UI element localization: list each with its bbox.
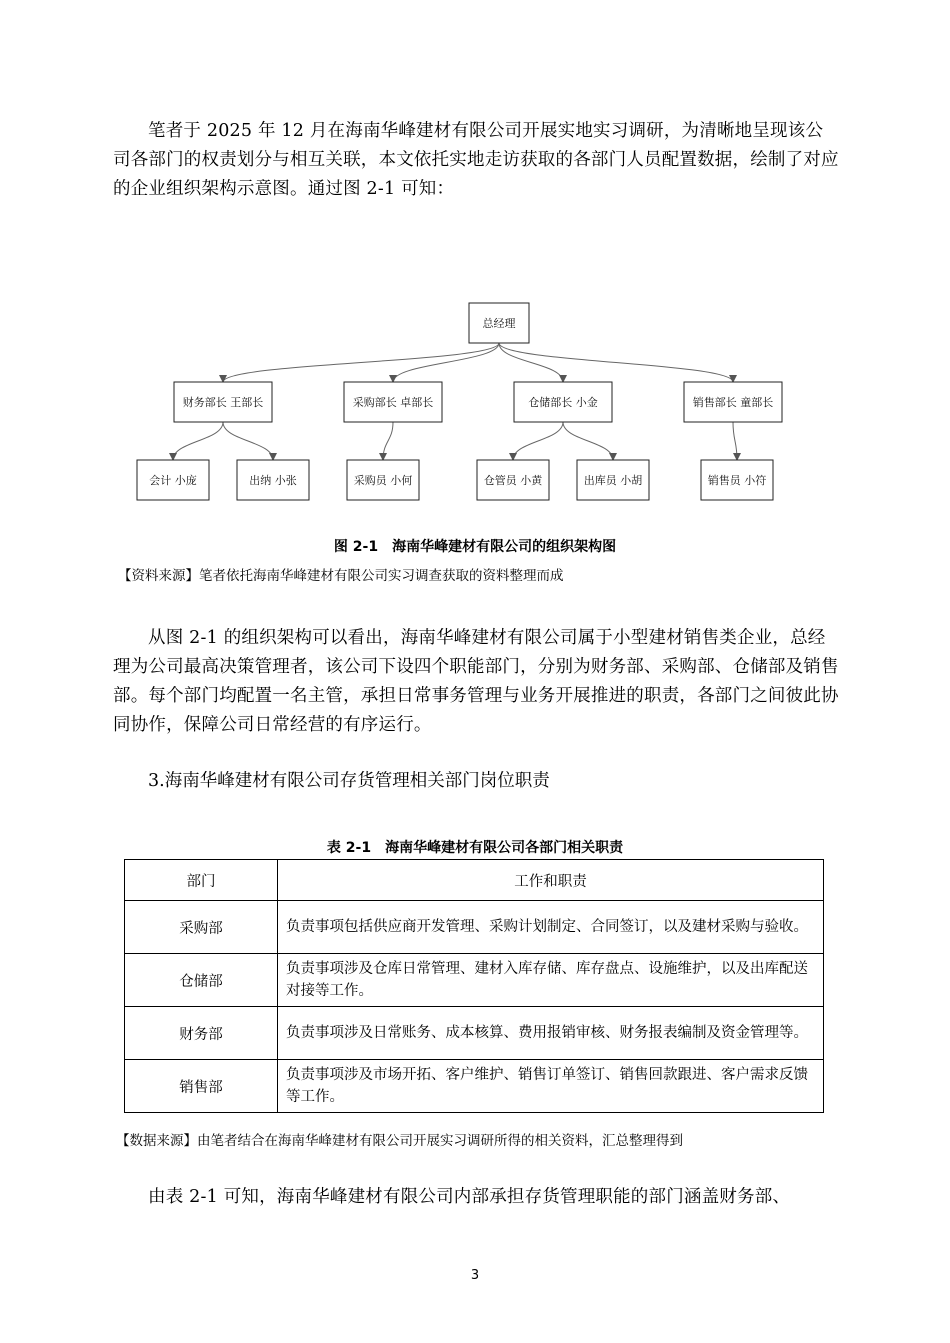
table-header-row	[125, 860, 824, 901]
dept-cell: 仓储部	[125, 954, 278, 1007]
intro-paragraph: 笔者于 2025 年 12 月在海南华峰建材有限公司开展实地实习调研，为清晰地呈现该公司各部门的权责划分与相互关联，本文依托实地走访获取的各部门人员配置数据，绘制了对应的企业组织架构示意图。通过图 2-1 可知：	[113, 121, 839, 199]
org-chart	[130, 296, 790, 511]
org-dept-node-label: 销售部长 童部长	[692, 396, 774, 409]
duty-cell: 负责事项包括供应商开发管理、采购计划制定、合同签订，以及建材采购与验收。	[278, 901, 824, 954]
duty-cell: 负责事项涉及日常账务、成本核算、费用报销审核、财务报表编制及资金管理等。	[278, 1007, 824, 1060]
org-connector	[223, 343, 499, 382]
org-dept-node-label: 财务部长 王部长	[182, 396, 264, 409]
org-dept-node	[684, 382, 782, 422]
org-dept-node-label: 仓储部长 小金	[528, 396, 598, 409]
org-root-node	[469, 303, 529, 343]
figure-source: 【资料来源】笔者依托海南华峰建材有限公司实习调查获取的资料整理而成	[118, 568, 564, 584]
header-duty: 工作和职责	[278, 860, 824, 901]
org-dept-node	[344, 382, 442, 422]
section-heading: 3.海南华峰建材有限公司存货管理相关部门岗位职责	[148, 771, 550, 791]
table-caption: 表 2-1 海南华峰建材有限公司各部门相关职责	[326, 840, 624, 856]
org-staff-node-label: 仓管员 小黄	[483, 474, 543, 487]
dept-cell: 销售部	[125, 1060, 278, 1113]
org-dept-node	[174, 382, 272, 422]
org-dept-node-label: 采购部长 卓部长	[352, 396, 434, 409]
analysis-paragraph: 从图 2-1 的组织架构可以看出，海南华峰建材有限公司属于小型建材销售类企业，总经理为公司最高决策管理者，该公司下设四个职能部门，分别为财务部、采购部、仓储部及销售部。每个部门均配置一名主管，承担日常事务管理与业务开展推进的职责，各部门之间彼此协同协作，保障公司日常经营的有序运行。	[113, 628, 839, 735]
org-staff-node	[237, 460, 309, 500]
org-connector	[733, 422, 737, 460]
dept-cell: 采购部	[125, 901, 278, 954]
org-connector	[173, 422, 223, 460]
org-staff-node-label: 出库员 小胡	[583, 474, 643, 487]
duty-cell: 负责事项涉及仓库日常管理、建材入库存储、库存盘点、设施维护，以及出库配送对接等工作。	[278, 954, 824, 1007]
table-row	[125, 1007, 824, 1060]
org-connector	[513, 422, 563, 460]
closing-paragraph: 由表 2-1 可知，海南华峰建材有限公司内部承担存货管理职能的部门涵盖财务部、	[148, 1187, 791, 1207]
org-staff-node	[137, 460, 209, 500]
org-dept-node	[514, 382, 612, 422]
dept-cell: 财务部	[125, 1007, 278, 1060]
org-connector	[499, 343, 733, 382]
org-staff-node-label: 销售员 小符	[707, 474, 767, 487]
org-connector	[223, 422, 273, 460]
table-row	[125, 901, 824, 954]
figure-caption: 图 2-1 海南华峰建材有限公司的组织架构图	[333, 539, 617, 555]
table-row	[125, 954, 824, 1007]
header-dept: 部门	[125, 860, 278, 901]
table-source: 【数据来源】由笔者结合在海南华峰建材有限公司开展实习调研所得的相关资料，汇总整理得到	[116, 1133, 683, 1149]
org-staff-node-label: 采购员 小何	[353, 474, 413, 487]
org-staff-node	[577, 460, 649, 500]
page-number: 3	[470, 1268, 480, 1283]
org-staff-node	[347, 460, 419, 500]
org-staff-node-label: 出纳 小张	[249, 474, 297, 487]
duty-cell: 负责事项涉及市场开拓、客户维护、销售订单签订、销售回款跟进、客户需求反馈等工作。	[278, 1060, 824, 1113]
duty-table	[124, 859, 824, 1113]
table-row	[125, 1060, 824, 1113]
org-connector	[393, 343, 499, 382]
org-root-node-label: 总经理	[482, 317, 516, 330]
org-staff-node-label: 会计 小庞	[149, 474, 197, 487]
org-connector	[563, 422, 613, 460]
org-staff-node	[477, 460, 549, 500]
org-connector	[383, 422, 393, 460]
org-staff-node	[701, 460, 773, 500]
